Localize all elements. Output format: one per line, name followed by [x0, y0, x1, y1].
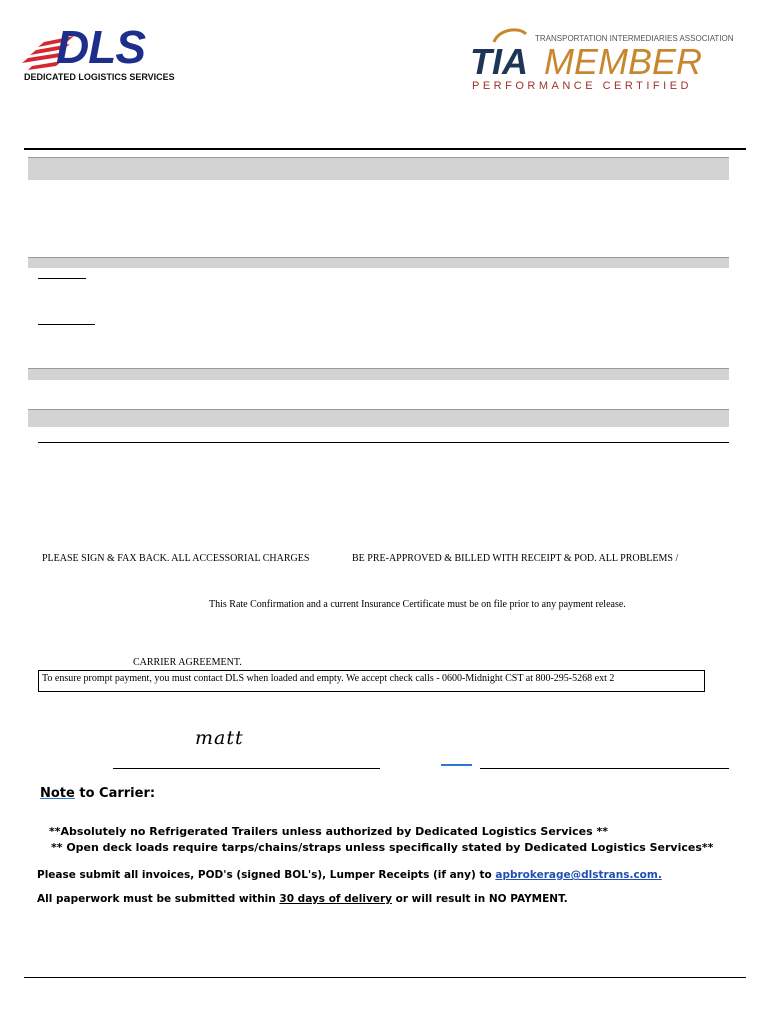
dls-logo — [22, 21, 192, 86]
paperwork-deadline — [37, 893, 568, 905]
no-reefer-note: **Absolutely no Refrigerated Trailers unless authorized by Dedicated Logistics Services ** — [49, 825, 609, 838]
tia-member-logo — [460, 24, 734, 96]
carrier-agreement-label: CARRIER AGREEMENT. — [133, 657, 242, 668]
section-divider — [38, 442, 729, 443]
date-field-marker — [441, 764, 472, 766]
open-deck-note: ** Open deck loads require tarps/chains/straps unless specifically stated by Dedicated Logistics Services** — [51, 841, 714, 854]
header-divider — [24, 148, 746, 150]
section-band-4 — [28, 409, 729, 427]
member-wordmark: MEMBER — [544, 41, 703, 82]
performance-certified-text: PERFORMANCE CERTIFIED — [472, 80, 692, 92]
paperwork-suffix: or will result in NO PAYMENT. — [391, 893, 568, 905]
signature: matt — [195, 727, 244, 749]
field-underline-1 — [38, 278, 86, 279]
note-heading-rest: to Carrier: — [74, 786, 156, 801]
section-band-1 — [28, 157, 729, 180]
signature-line — [113, 768, 380, 769]
section-band-3 — [28, 368, 729, 380]
tia-wordmark: TIA — [470, 41, 528, 82]
note-to-carrier-heading — [40, 786, 155, 801]
insurance-notice: This Rate Confirmation and a current Insurance Certificate must be on file prior to any payment release. — [209, 599, 626, 610]
check-calls-text: To ensure prompt payment, you must contact DLS when loaded and empty. We accept check calls - 0600-Midnight CST at 800-295-5268 ext 2 — [42, 673, 615, 684]
dls-tagline: DEDICATED LOGISTICS SERVICES — [24, 72, 175, 82]
note-word: Note — [40, 786, 75, 801]
footer-divider — [24, 977, 746, 978]
paperwork-prefix: All paperwork must be submitted within — [37, 893, 280, 905]
check-calls-box — [38, 670, 705, 692]
delivery-deadline: 30 days of delivery — [279, 893, 392, 905]
preapproved-notice: BE PRE-APPROVED & BILLED WITH RECEIPT & POD. ALL PROBLEMS / — [352, 553, 679, 564]
invoice-text: Please submit all invoices, POD's (signed BOL's), Lumper Receipts (if any) to — [37, 869, 496, 881]
billing-email-link[interactable]: apbrokerage@dlstrans.com. — [495, 869, 662, 881]
tia-association-text: TRANSPORTATION INTERMEDIARIES ASSOCIATION — [535, 34, 734, 43]
dls-wordmark: DLS — [56, 21, 145, 73]
date-line — [480, 768, 729, 769]
field-underline-2 — [38, 324, 95, 325]
section-band-2 — [28, 257, 729, 268]
invoice-instructions — [37, 869, 662, 881]
sign-fax-notice: PLEASE SIGN & FAX BACK. ALL ACCESSORIAL CHARGES — [42, 553, 310, 564]
